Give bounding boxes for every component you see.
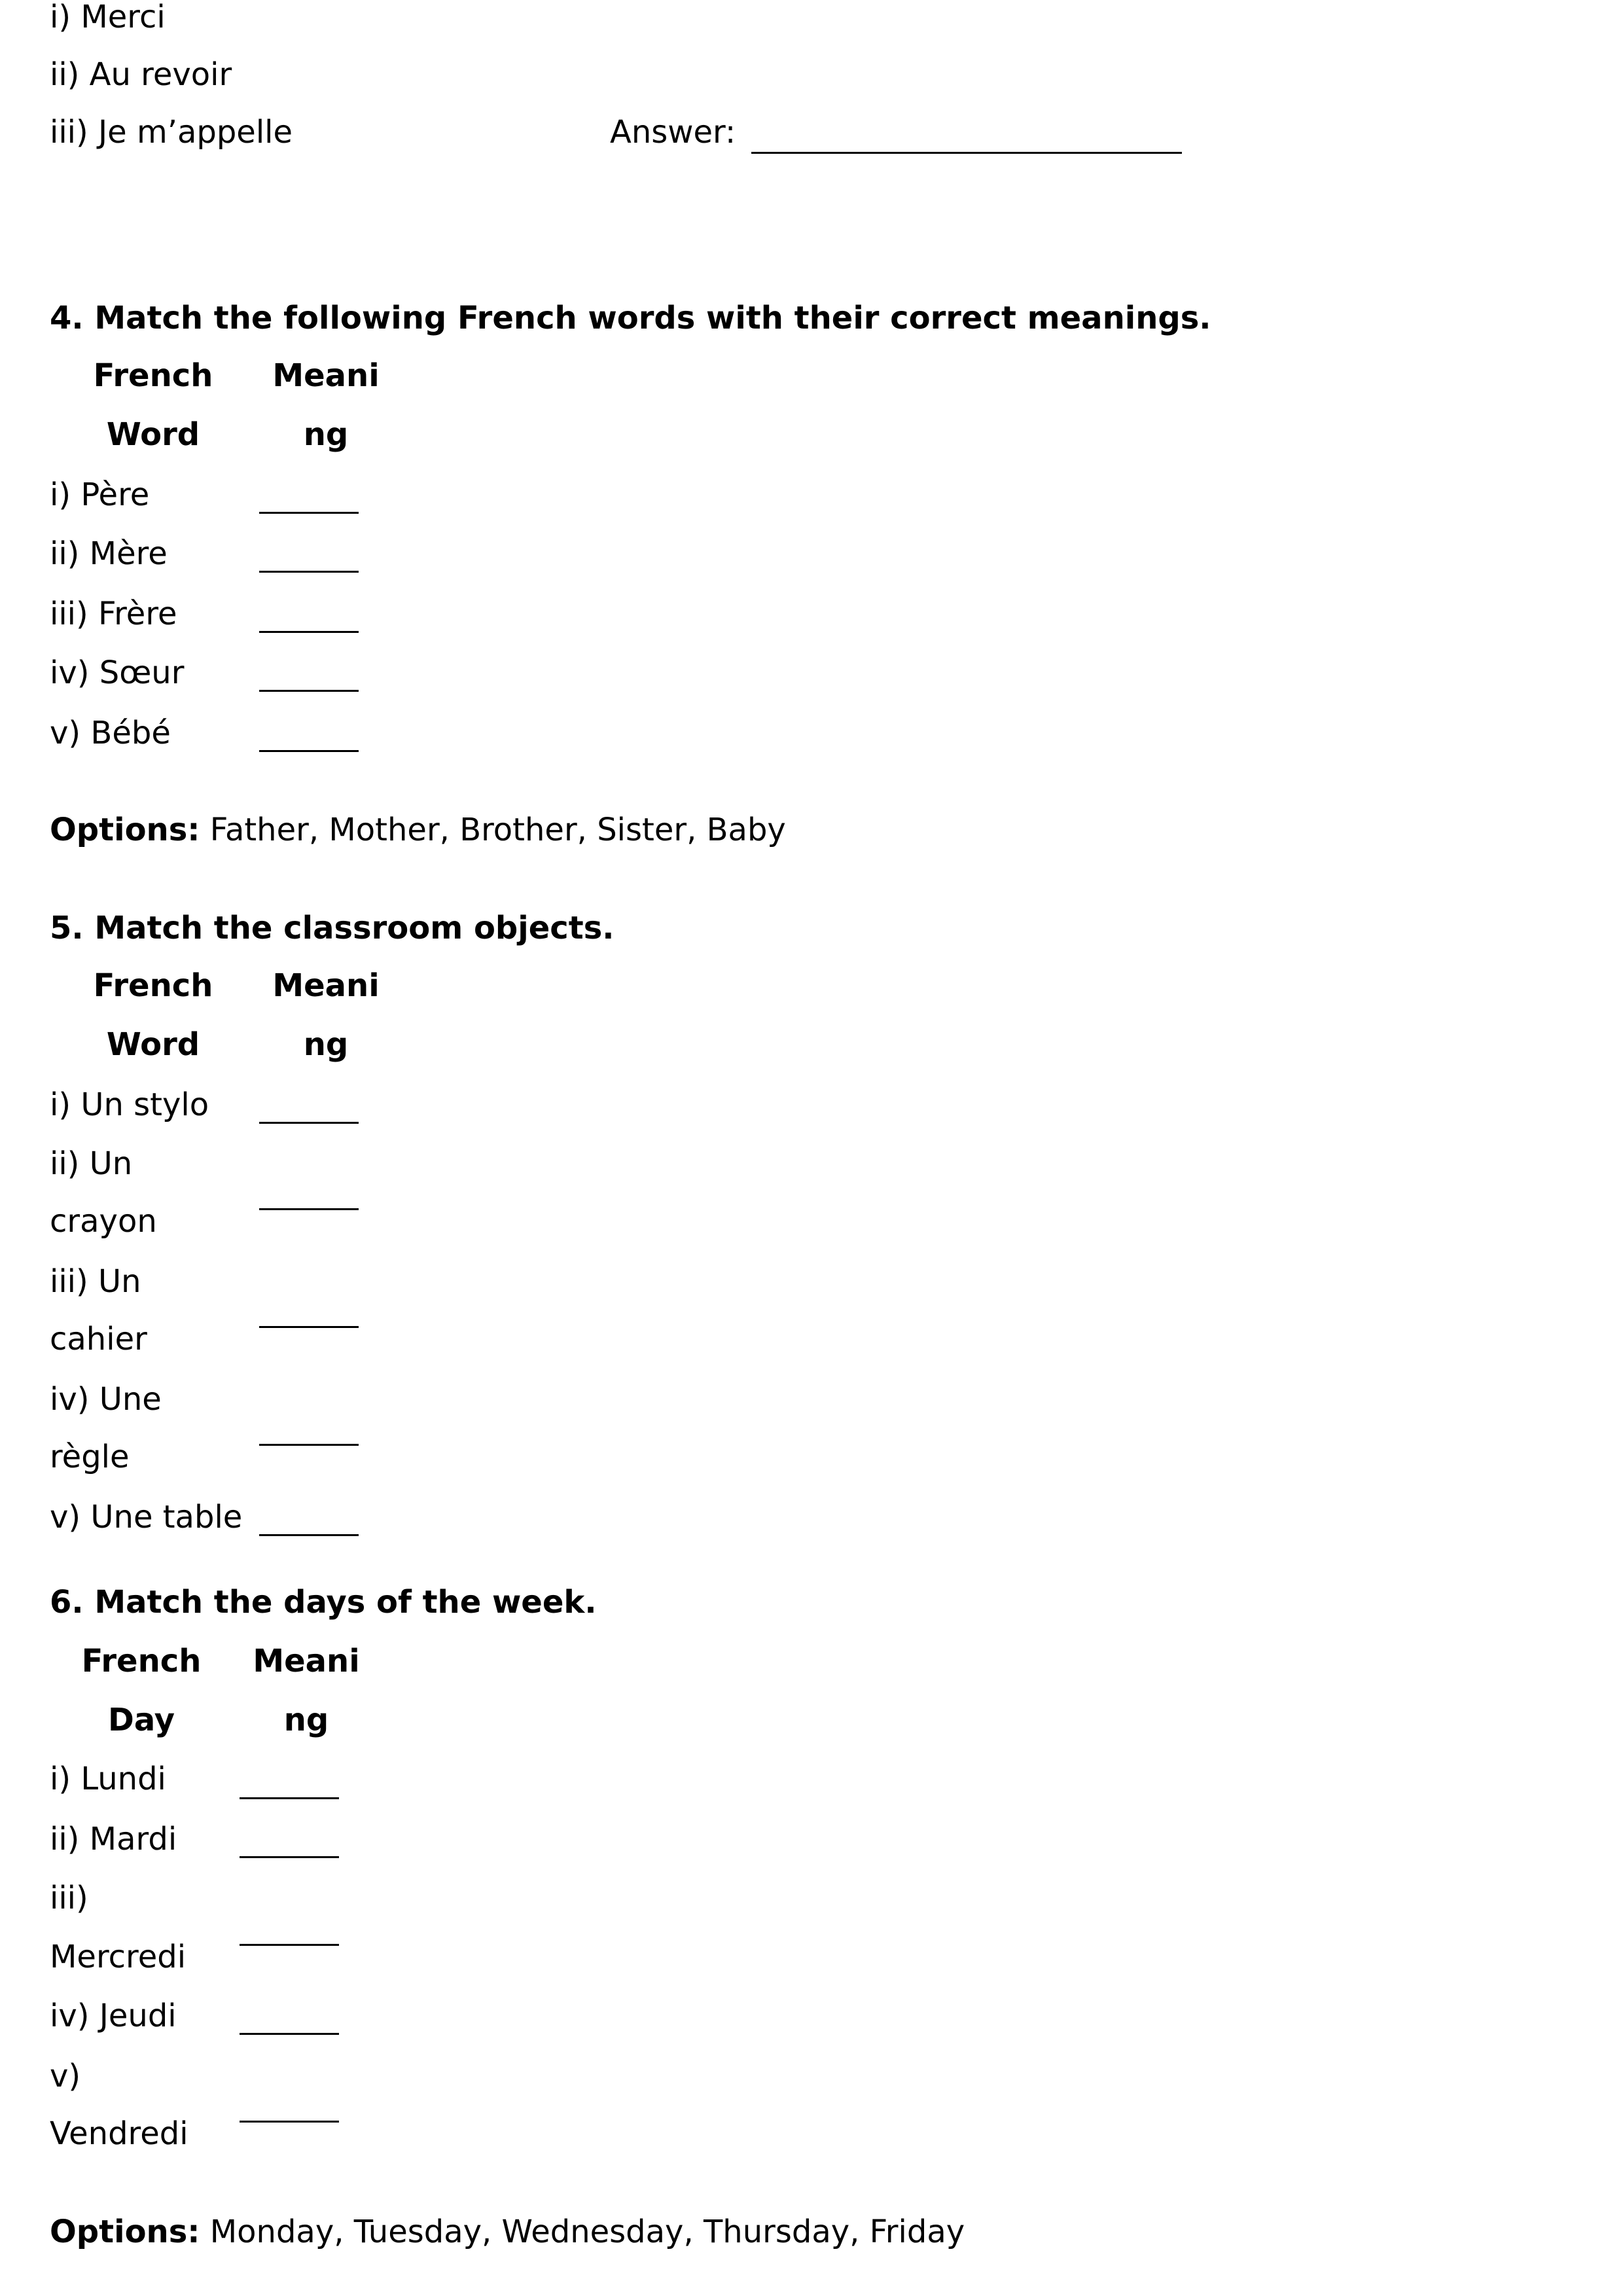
q6-blank-1[interactable] bbox=[240, 1797, 339, 1799]
q5-item: v) Une table bbox=[50, 1499, 243, 1535]
q6-blank-3[interactable] bbox=[240, 1944, 339, 1946]
q6-item-cont: Mercredi bbox=[50, 1939, 187, 1975]
q5-col-meaning-1: Meani bbox=[272, 967, 380, 1004]
q4-item: i) Père bbox=[50, 476, 150, 513]
q4-item: v) Bébé bbox=[50, 715, 171, 751]
q4-blank-3[interactable] bbox=[259, 631, 359, 633]
q6-col-french-1: French bbox=[81, 1643, 202, 1679]
q5-blank-3[interactable] bbox=[259, 1326, 359, 1328]
q4-col-meaning-2: ng bbox=[303, 416, 349, 453]
q4-col-french-2: Word bbox=[106, 416, 200, 453]
q3-option-1: i) Merci bbox=[50, 0, 166, 35]
q6-item-cont: Vendredi bbox=[50, 2115, 188, 2152]
q6-item: ii) Mardi bbox=[50, 1821, 177, 1857]
q4-col-french-1: French bbox=[93, 357, 213, 394]
q4-item: ii) Mère bbox=[50, 535, 168, 572]
q5-item: i) Un stylo bbox=[50, 1086, 209, 1123]
q3-option-2: ii) Au revoir bbox=[50, 56, 232, 93]
q5-item-cont: crayon bbox=[50, 1203, 157, 1240]
q5-blank-2[interactable] bbox=[259, 1208, 359, 1210]
q4-col-meaning-1: Meani bbox=[272, 357, 380, 394]
q5-blank-4[interactable] bbox=[259, 1444, 359, 1446]
q6-item: iv) Jeudi bbox=[50, 1998, 177, 2034]
q5-col-meaning-2: ng bbox=[303, 1026, 349, 1063]
q6-item: i) Lundi bbox=[50, 1761, 166, 1797]
q4-blank-2[interactable] bbox=[259, 571, 359, 573]
q4-blank-4[interactable] bbox=[259, 690, 359, 692]
q5-col-french-2: Word bbox=[106, 1026, 200, 1063]
q6-options bbox=[50, 2216, 965, 2248]
q4-blank-5[interactable] bbox=[259, 750, 359, 752]
q5-item-cont: cahier bbox=[50, 1321, 147, 1357]
q6-col-meaning-2: ng bbox=[283, 1702, 329, 1738]
q5-blank-1[interactable] bbox=[259, 1122, 359, 1124]
q6-item: v) bbox=[50, 2058, 81, 2094]
q5-blank-5[interactable] bbox=[259, 1534, 359, 1536]
q6-blank-4[interactable] bbox=[240, 2033, 339, 2035]
q5-title: 5. Match the classroom objects. bbox=[50, 910, 615, 946]
q4-options bbox=[50, 814, 786, 846]
q5-item: ii) Un bbox=[50, 1145, 133, 1182]
q4-item: iii) Frère bbox=[50, 596, 177, 632]
q4-options-label: Options: bbox=[50, 812, 200, 848]
q5-item: iv) Une bbox=[50, 1381, 162, 1418]
q3-answer-label: Answer: bbox=[610, 114, 736, 151]
q6-blank-5[interactable] bbox=[240, 2121, 339, 2123]
q6-blank-2[interactable] bbox=[240, 1856, 339, 1858]
q6-options-label: Options: bbox=[50, 2214, 200, 2250]
q4-options-text: Father, Mother, Brother, Sister, Baby bbox=[200, 812, 786, 848]
q3-option-3: iii) Je m’appelle bbox=[50, 114, 293, 151]
q5-item: iii) Un bbox=[50, 1263, 141, 1300]
q4-blank-1[interactable] bbox=[259, 512, 359, 514]
q6-item: iii) bbox=[50, 1880, 88, 1916]
q5-item-cont: règle bbox=[50, 1439, 130, 1475]
q6-options-text: Monday, Tuesday, Wednesday, Thursday, Friday bbox=[200, 2214, 965, 2250]
q4-item: iv) Sœur bbox=[50, 655, 185, 691]
q5-col-french-1: French bbox=[93, 967, 213, 1004]
q4-title: 4. Match the following French words with their correct meanings. bbox=[50, 300, 1211, 336]
q6-title: 6. Match the days of the week. bbox=[50, 1584, 597, 1621]
q6-col-french-2: Day bbox=[107, 1702, 175, 1738]
q3-answer-blank[interactable] bbox=[751, 152, 1182, 154]
q6-col-meaning-1: Meani bbox=[253, 1643, 360, 1679]
